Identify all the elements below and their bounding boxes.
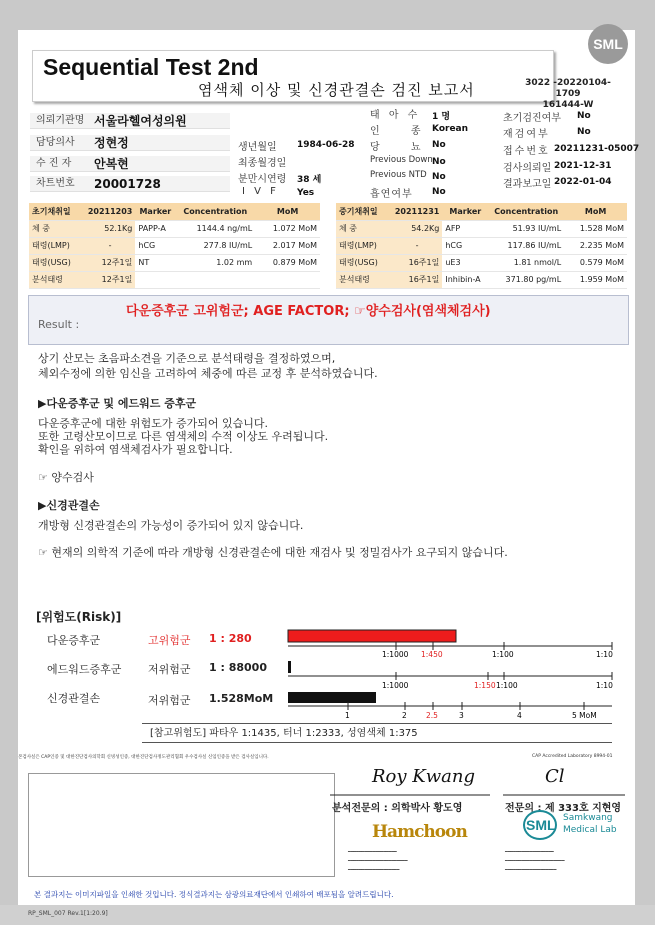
risk-name-down: 다운증후군 bbox=[47, 634, 101, 647]
tick-label-ntd-4: 4 bbox=[517, 711, 522, 720]
result-text: 다운증후군 고위험군; AGE FACTOR; ☞양수검사(염색체검사) bbox=[126, 304, 491, 319]
fetus-value: 1 명 bbox=[432, 112, 451, 122]
doctor-row: 담당의사 정현정 bbox=[30, 135, 230, 151]
diabetes-value: No bbox=[432, 140, 446, 150]
section-heading-down-edwards: ▶다운증후군 및 에드워드 증후군 bbox=[38, 397, 197, 410]
reference-risk: [참고위험도] 파타우 1:1435, 터너 1:2333, 성염색체 1:375 bbox=[142, 723, 612, 743]
report-date-label: 결과보고일 bbox=[503, 179, 552, 190]
sml-logo-sub1: Samkwang bbox=[563, 813, 613, 823]
institution-row: 의뢰기관명 서울라헬여성의원 bbox=[30, 113, 230, 129]
lmp-label: 최종월경일 bbox=[238, 158, 287, 169]
sml-logo bbox=[523, 808, 623, 842]
risk-title: [위험도(Risk)] bbox=[36, 610, 122, 624]
prev-ntd-label: Previous NTD bbox=[370, 170, 427, 180]
report-title: Sequential Test 2nd bbox=[43, 54, 259, 80]
tick-label-edwards-2: 1:100 bbox=[496, 681, 518, 690]
table-row: 체 중 52.1Kg PAPP-A 1144.4 ng/mL 1.072 MoM bbox=[29, 220, 320, 237]
sml-logo-sub2: Medical Lab bbox=[563, 825, 617, 835]
table-row: 태령(LMP) - hCG 277.8 IU/mL 2.017 MoM bbox=[29, 237, 320, 254]
sml-logo-text: SML bbox=[526, 817, 556, 833]
table-row: 체 중 54.2Kg AFP 51.93 IU/mL 1.528 MoM bbox=[336, 220, 627, 237]
examinee-value: 안복현 bbox=[94, 157, 129, 171]
smoking-value: No bbox=[432, 187, 446, 197]
section-heading-ntd: ▶신경관결손 bbox=[38, 499, 100, 512]
tick-label-edwards-1: 1:1000 bbox=[382, 681, 409, 690]
hamchoon-address: ━━━━━━━━━━━━━━━━━━ ━━━━━━━━━━━━━━━━━━━━━━ ━━━━━━━━━━━━━━━━━━━ bbox=[348, 850, 408, 873]
recommendation-amniocentesis: ☞ 양수검사 bbox=[38, 471, 94, 484]
table-row: 태령(LMP) - hCG 117.86 IU/mL 2.235 MoM bbox=[336, 237, 627, 254]
cap-note: 본검사실은 CAP인증 및 대한진단검사의학회 신빙성인증, 대한진단검사정도관리협회 우수검사실 신임인증을 받은 검사실입니다. bbox=[18, 755, 269, 760]
table-row: 분석태령 16주1일 Inhibin-A 371.80 pg/mL 1.959 MoM bbox=[336, 271, 627, 288]
ivf-label: I V F bbox=[242, 186, 276, 197]
report-paragraph-1-line-2: 체외수정에 의한 임신을 고려하여 체중에 따른 교정 후 분석하였습니다. bbox=[38, 367, 378, 380]
diabetes-label: 당 뇨 bbox=[370, 142, 435, 153]
ivf-value: Yes bbox=[297, 188, 315, 198]
comment-box bbox=[28, 773, 335, 877]
risk-name-edwards: 에드워드증후군 bbox=[47, 663, 122, 676]
age-label: 분만시연령 bbox=[238, 174, 287, 185]
risk-bar-ntd bbox=[288, 692, 376, 703]
table-row: 분석태령 12주1일 bbox=[29, 271, 320, 288]
tick-label-ntd-cut: 2.5 bbox=[426, 711, 438, 720]
table-row: 초기채취일 20211203 Marker Concentration MoM bbox=[29, 203, 320, 220]
first-trimester-table bbox=[29, 203, 320, 289]
dob-value: 1984-06-28 bbox=[297, 140, 355, 150]
table-row: 태령(USG) 16주1일 uE3 1.81 nmol/L 0.579 MoM bbox=[336, 254, 627, 271]
first-exam-label: 초기검진여부 bbox=[503, 113, 561, 124]
right-border bbox=[635, 0, 655, 905]
request-date-value: 2021-12-31 bbox=[554, 161, 612, 171]
left-border bbox=[0, 0, 18, 905]
age-value: 38 세 bbox=[297, 175, 322, 185]
tick-label-edwards-3: 1:10 bbox=[596, 681, 613, 690]
hamchoon-logo bbox=[372, 812, 467, 846]
report-paragraph-1-line-1: 상기 산모는 초음파소견을 기준으로 분석태령을 결정하였으며, bbox=[38, 352, 336, 365]
reexam-value: No bbox=[577, 127, 591, 137]
report-paragraph-2-line-1: 다운증후군에 대한 위험도가 증가되어 있습니다. bbox=[38, 417, 269, 430]
risk-value-edwards: 1 : 88000 bbox=[209, 661, 267, 674]
tick-label-down-1: 1:1000 bbox=[382, 650, 409, 659]
table-row: 태령(USG) 12주1일 NT 1.02 mm 0.879 MoM bbox=[29, 254, 320, 271]
race-label: 인 종 bbox=[370, 126, 435, 137]
tick-label-ntd-2: 2 bbox=[402, 711, 407, 720]
document-number: 3022 -20220104-1709 161444-W bbox=[525, 78, 611, 110]
printout-notice: 본 결과지는 이미지파일을 인쇄한 것입니다. 정식결과지는 삼광의료재단에서 인쇄하여 배포됨을 알려드립니다. bbox=[34, 890, 394, 899]
risk-name-ntd: 신경관결손 bbox=[47, 692, 101, 705]
tick-label-edwards-cut: 1:150 bbox=[474, 681, 496, 690]
specialist-signature: Cl bbox=[545, 766, 565, 787]
chart-value: 20001728 bbox=[94, 177, 161, 191]
dob-label: 생년월일 bbox=[238, 142, 277, 153]
smoking-label: 흡연여부 bbox=[370, 189, 413, 200]
fetus-label: 태 아 수 bbox=[370, 110, 421, 121]
risk-bar-down bbox=[288, 630, 456, 642]
receipt-value: 20211231-05007 bbox=[554, 144, 640, 154]
report-paragraph-3: 개방형 신경관결손의 가능성이 증가되어 있지 않습니다. bbox=[38, 519, 304, 532]
chart-row: 차트번호 20001728 bbox=[30, 176, 230, 192]
prev-down-value: No bbox=[432, 157, 446, 167]
tick-label-ntd-1: 1 bbox=[345, 711, 350, 720]
cap-accreditation: CAP Accredited Laboratory 8994-01 bbox=[532, 754, 613, 759]
risk-level-ntd: 저위험군 bbox=[148, 694, 191, 707]
sml-logo-badge: SML bbox=[588, 24, 628, 64]
result-label: Result : bbox=[38, 318, 80, 331]
sml-address: ━━━━━━━━━━━━━━━━━━ ━━━━━━━━━━━━━━━━━━━━━━ ━━━━━━━━━━━━━━━━━━━ bbox=[505, 850, 565, 873]
prev-down-label: Previous Down bbox=[370, 155, 433, 165]
first-exam-value: No bbox=[577, 111, 591, 121]
risk-level-edwards: 저위험군 bbox=[148, 663, 191, 676]
table-row: 중기채취일 20211231 Marker Concentration MoM bbox=[336, 203, 627, 220]
tick-label-down-3: 1:10 bbox=[596, 650, 613, 659]
hamchoon-logo-text: Hamchoon bbox=[372, 822, 467, 842]
analyst-label: 분석전문의 : 의학박사 황도영 bbox=[332, 803, 463, 814]
risk-level-down: 고위험군 bbox=[148, 634, 191, 647]
report-date-value: 2022-01-04 bbox=[554, 177, 612, 187]
doctor-value: 정현정 bbox=[94, 136, 129, 150]
examinee-row: 수 진 자 안복현 bbox=[30, 156, 230, 172]
report-subtitle: 염색체 이상 및 신경관결손 검진 보고서 bbox=[198, 81, 475, 99]
specialist-label: 전문의 : 제 333호 지현영 bbox=[505, 803, 622, 814]
risk-value-down: 1 : 280 bbox=[209, 632, 252, 645]
analyst-signature: Roy Kwang bbox=[372, 766, 475, 787]
top-band bbox=[0, 0, 655, 30]
second-trimester-table bbox=[336, 203, 627, 289]
risk-bar-edwards bbox=[288, 661, 291, 673]
race-value: Korean bbox=[432, 124, 469, 134]
institution-value: 서울라헬여성의원 bbox=[94, 114, 187, 128]
tick-label-down-2: 1:100 bbox=[492, 650, 514, 659]
recommendation-ntd: ☞ 현재의 의학적 기준에 따라 개방형 신경관결손에 대한 재검사 및 정밀검사가 요구되지 않습니다. bbox=[38, 546, 508, 559]
tick-label-ntd-5: 5 MoM bbox=[572, 711, 597, 720]
form-revision: RP_SML_007 Rev.1[1:20.9] bbox=[28, 910, 108, 917]
tick-label-down-cut: 1:450 bbox=[421, 650, 443, 659]
report-paragraph-2-line-3: 확인을 위하여 염색체검사가 필요합니다. bbox=[38, 443, 233, 456]
receipt-label: 접수번호 bbox=[503, 146, 550, 157]
reexam-label: 재검여부 bbox=[503, 129, 550, 140]
report-paragraph-2-line-2: 또한 고령산모이므로 다른 염색체의 수적 이상도 우려됩니다. bbox=[38, 430, 329, 443]
risk-value-ntd: 1.528MoM bbox=[209, 692, 274, 705]
request-date-label: 검사의뢰일 bbox=[503, 163, 552, 174]
prev-ntd-value: No bbox=[432, 172, 446, 182]
tick-label-ntd-3: 3 bbox=[459, 711, 464, 720]
